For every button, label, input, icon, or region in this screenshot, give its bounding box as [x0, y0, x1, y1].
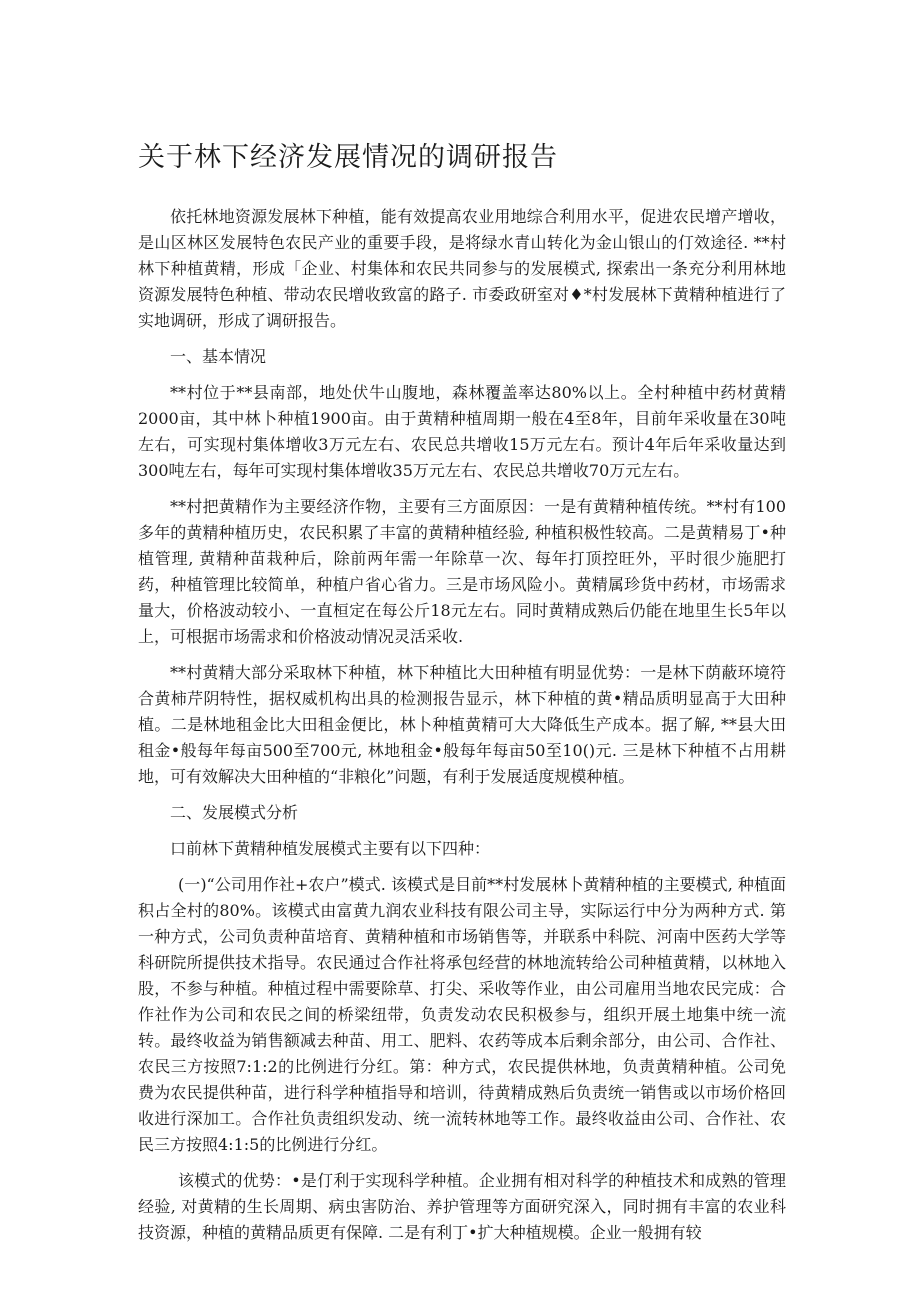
paragraph-model-1: (一)“公司用作社+农户”模式. 该模式是目前**村发展林卜黄精种植的主要模式, 种植面积占全村的80%。该模式由富黄九润农业科技有限公司主导，实际运行中分为两种方式. 第一种方式，公司负责种苗培育、黄精种植和市场销售等，并联系中科院、河南中医药大学等科研院所提供技术指导。农民通过合作社将承包经营的林地流转给公司种植黄精，以林地入股，不参与种植。种植过程中需要除草、打尖、采收等作业，由公司雇用当地农民完成：合作社作为公司和农民之间的桥梁纽带，负责发动农民积极参与，组织开展土地集中统一流转。最终收益为销售额减去种苗、用工、肥料、农药等成本后剩余部分，由公司、合作社、农民三方按照7:1:2的比例进行分红。第：种方式，农民提供林地，负责黄精种植。公司免费为农民提供种苗，进行科学种植指导和培训，待黄精成熟后负责统一销售或以市场价格回收进行深加工。合作社负责组织发动、统一流转林地等工作。最终收益由公司、合作社、农民三方按照4:1:5的比例进行分红。	[138, 875, 786, 1154]
paragraph-model-1-advantages: 该模式的优势：•是仃利于实现科学种植。企业拥有相对科学的种植技术和成熟的管理经验, 对黄精的生长周期、病虫害防治、养护管理等方面研究深入，同时拥有丰富的农业科技资源，种植的黄精品质更有保障. 二是有利丁•扩大种植规模。企业一般拥有较	[138, 1171, 786, 1242]
document-page	[138, 138, 786, 1246]
document-title: 关于林下经济发展情况的调研报告	[138, 142, 558, 173]
paragraph-basic-1: **村位于**县南部，地处伏牛山腹地，森林覆盖率达80%以上。全村种植中药材黄精2000亩，其中林卜种植1900亩。由于黄精种植周期一般在4至8年，目前年采收量在30吨左右，可实现村集体增收3万元左右、农民总共增收15万元左右。预计4年后年采收量达到300吨左右，每年可实现村集体增收35万元左右、农民总共增收70万元左右。	[138, 383, 786, 480]
intro-paragraph: 依托林地资源发展林下种植，能有效提高农业用地综合利用水平，促进农民增产增收，是山区林区发展特色农民产业的重要手段，是将绿水青山转化为金山银山的仃效途径. **村林下种植黄精，形成「企业、村集体和农民共同参与的发展模式, 探索出一条充分利用林地资源发展特色种植、带动农民增收致富的路子. 市委政研室对♦*村发展林下黄精种植进行了实地调研，形成了调研报告。	[138, 207, 786, 330]
section-heading-models: 二、发展模式分析	[170, 803, 299, 822]
paragraph-models-intro: 口前林下黄精种植发展模式主要有以下四种：	[170, 839, 491, 858]
paragraph-basic-2: **村把黄精作为主要经济作物，主要有三方面原因：一是有黄精种植传统。**村有100多年的黄精种植历史，农民积累了丰富的黄精种植经验, 种植积极性较高。二是黄精易丁•种植管理, 黄精种苗栽种后，除前两年需一年除草一次、每年打顶控旺外，平时很少施肥打药，种植管理比较简单，种植户省心省力。三是市场风险小。黄精属珍货中药材，市场需求量大，价格波动较小、一直桓定在每公斤18元左右。同时黄精成熟后仍能在地里生长5年以上，可根据市场需求和价格波动情况灵活采收.	[138, 497, 786, 646]
paragraph-basic-3: **村黄精大部分采取林下种植，林下种植比大田种植有明显优势：一是林下荫蔽环境符合黄柿芹阴特性，据权威机构出具的检测报告显示，林下种植的黄•精品质明显高于大田种植。二是林地租金比大田租金便比，林卜种植黄精可大大降低生产成本。据了解, **县大田租金•般每年每亩500至700元, 林地租金•般每年每亩50至10()元. 三是林下种植不占用耕地，可有效解决大田种植的“非粮化”问题，有利于发展适度规模种植。	[138, 663, 786, 786]
section-heading-basic: 一、基本情况	[170, 347, 267, 366]
